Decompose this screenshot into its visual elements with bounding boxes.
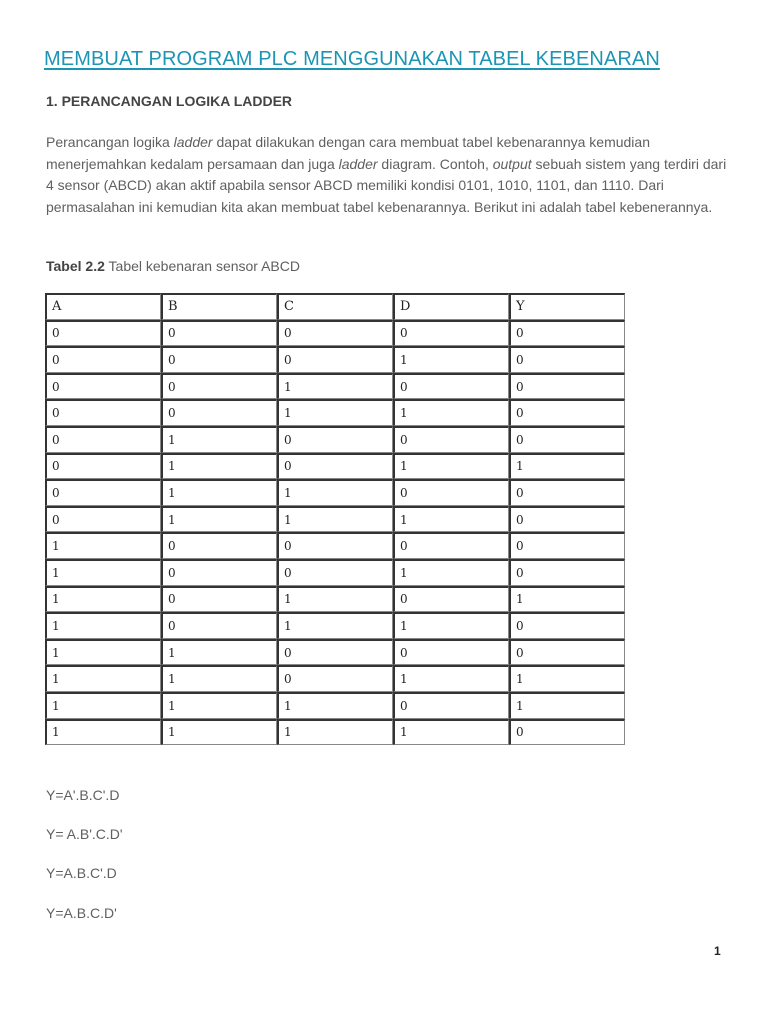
table-cell: 0 xyxy=(393,373,509,400)
section-heading: 1. PERANCANGAN LOGIKA LADDER xyxy=(46,93,293,109)
table-cell: 1 xyxy=(45,719,161,746)
table-cell: 0 xyxy=(45,506,161,533)
table-cell: 1 xyxy=(509,453,625,480)
table-row xyxy=(45,399,625,426)
table-row xyxy=(45,559,625,586)
table-cell: 0 xyxy=(509,559,625,586)
table-row xyxy=(45,586,625,613)
table-row xyxy=(45,346,625,373)
table-row xyxy=(45,373,625,400)
table-cell: 1 xyxy=(277,506,393,533)
table-cell: 0 xyxy=(45,453,161,480)
paragraph-text: sebuah sistem yang terdiri dari 4 sensor (ABCD) akan aktif apabila sensor ABCD memiliki kondisi 0101, 1010, 1101, dan 1110. Dari permasalahan ini kemudian kita akan membuat tabel kebenarannya. Berikut ini adalah tabel kebenerannya. xyxy=(46,155,727,215)
table-caption-label: Tabel 2.2 xyxy=(46,258,105,274)
table-cell: 1 xyxy=(509,692,625,719)
table-header-cell: A xyxy=(45,293,161,320)
table-cell: 0 xyxy=(509,639,625,666)
table-cell: 0 xyxy=(277,532,393,559)
table-cell: 0 xyxy=(45,373,161,400)
table-cell: 1 xyxy=(277,399,393,426)
table-cell: 0 xyxy=(509,346,625,373)
table-cell: 0 xyxy=(393,639,509,666)
equation-line: Y=A'.B.C'.D xyxy=(46,787,120,803)
table-cell: 1 xyxy=(161,426,277,453)
table-cell: 0 xyxy=(393,320,509,347)
table-cell: 1 xyxy=(161,719,277,746)
table-cell: 1 xyxy=(393,453,509,480)
table-cell: 1 xyxy=(277,373,393,400)
table-cell: 0 xyxy=(161,320,277,347)
table-cell: 0 xyxy=(161,586,277,613)
table-cell: 1 xyxy=(45,559,161,586)
table-cell: 0 xyxy=(509,399,625,426)
table-cell: 1 xyxy=(45,586,161,613)
table-cell: 1 xyxy=(509,586,625,613)
table-cell: 0 xyxy=(45,346,161,373)
table-cell: 1 xyxy=(161,453,277,480)
table-cell: 0 xyxy=(277,639,393,666)
table-cell: 1 xyxy=(393,665,509,692)
table-cell: 0 xyxy=(277,453,393,480)
table-cell: 0 xyxy=(45,320,161,347)
table-row xyxy=(45,479,625,506)
truth-table xyxy=(45,293,625,745)
table-cell: 0 xyxy=(393,692,509,719)
table-cell: 1 xyxy=(45,665,161,692)
table-cell: 1 xyxy=(393,719,509,746)
table-cell: 0 xyxy=(509,532,625,559)
table-cell: 1 xyxy=(393,506,509,533)
table-row xyxy=(45,506,625,533)
table-row xyxy=(45,426,625,453)
table-row xyxy=(45,320,625,347)
table-cell: 0 xyxy=(509,506,625,533)
table-body xyxy=(45,320,625,746)
paragraph-text: Perancangan logika xyxy=(46,134,174,150)
table-row xyxy=(45,453,625,480)
equation-line: Y= A.B'.C.D' xyxy=(46,826,123,842)
paragraph-text: diagram. Contoh, xyxy=(377,155,493,172)
table-cell: 1 xyxy=(161,479,277,506)
table-cell: 0 xyxy=(509,373,625,400)
table-cell: 1 xyxy=(161,665,277,692)
table-cell: 0 xyxy=(277,346,393,373)
equation-line: Y=A.B.C.D' xyxy=(46,905,117,921)
table-row xyxy=(45,692,625,719)
table-cell: 1 xyxy=(277,692,393,719)
table-cell: 1 xyxy=(45,612,161,639)
table-row xyxy=(45,532,625,559)
table-cell: 0 xyxy=(393,479,509,506)
page-number: 1 xyxy=(714,944,721,958)
table-cell: 0 xyxy=(277,559,393,586)
table-cell: 0 xyxy=(509,719,625,746)
table-cell: 0 xyxy=(45,479,161,506)
body-paragraph xyxy=(46,132,736,218)
table-row xyxy=(45,639,625,666)
table-cell: 0 xyxy=(161,559,277,586)
table-cell: 0 xyxy=(161,373,277,400)
table-cell: 0 xyxy=(393,532,509,559)
table-cell: 1 xyxy=(161,692,277,719)
table-cell: 0 xyxy=(45,426,161,453)
table-cell: 1 xyxy=(45,532,161,559)
table-cell: 1 xyxy=(509,665,625,692)
table-cell: 0 xyxy=(509,612,625,639)
document-title: MEMBUAT PROGRAM PLC MENGGUNAKAN TABEL KEBENARAN xyxy=(44,48,660,70)
table-header-cell: D xyxy=(393,293,509,320)
table-cell: 1 xyxy=(393,612,509,639)
table-cell: 0 xyxy=(277,665,393,692)
table-cell: 0 xyxy=(393,426,509,453)
table-cell: 0 xyxy=(277,426,393,453)
table-cell: 0 xyxy=(509,426,625,453)
table-header-cell: C xyxy=(277,293,393,320)
table-row xyxy=(45,719,625,746)
table-cell: 1 xyxy=(277,719,393,746)
table-cell: 0 xyxy=(161,612,277,639)
table-cell: 1 xyxy=(277,612,393,639)
table-cell: 1 xyxy=(161,506,277,533)
table-header-cell: Y xyxy=(509,293,625,320)
paragraph-italic-output: output xyxy=(492,155,532,172)
table-cell: 1 xyxy=(393,346,509,373)
table-row xyxy=(45,665,625,692)
table-cell: 0 xyxy=(509,320,625,347)
table-cell: 0 xyxy=(161,399,277,426)
paragraph-text: dapat dilakukan dengan cara membuat tabel kebenarannya kemudian menerjemahkan kedalam persamaan dan juga xyxy=(46,134,650,172)
table-cell: 0 xyxy=(277,320,393,347)
table-cell: 1 xyxy=(277,479,393,506)
table-header-row xyxy=(45,293,625,320)
table-caption xyxy=(46,258,300,274)
table-cell: 0 xyxy=(509,479,625,506)
table-cell: 0 xyxy=(161,346,277,373)
table-cell: 1 xyxy=(45,692,161,719)
equation-line: Y=A.B.C'.D xyxy=(46,865,117,881)
table-header-cell: B xyxy=(161,293,277,320)
table-cell: 0 xyxy=(45,399,161,426)
table-cell: 1 xyxy=(277,586,393,613)
table-cell: 0 xyxy=(393,586,509,613)
table-cell: 1 xyxy=(393,399,509,426)
table-row xyxy=(45,612,625,639)
table-caption-text: Tabel kebenaran sensor ABCD xyxy=(104,258,300,274)
paragraph-italic-ladder: ladder xyxy=(173,134,213,150)
table-cell: 0 xyxy=(161,532,277,559)
table-cell: 1 xyxy=(393,559,509,586)
table-cell: 1 xyxy=(45,639,161,666)
paragraph-italic-ladder: ladder xyxy=(338,155,378,172)
table-cell: 1 xyxy=(161,639,277,666)
